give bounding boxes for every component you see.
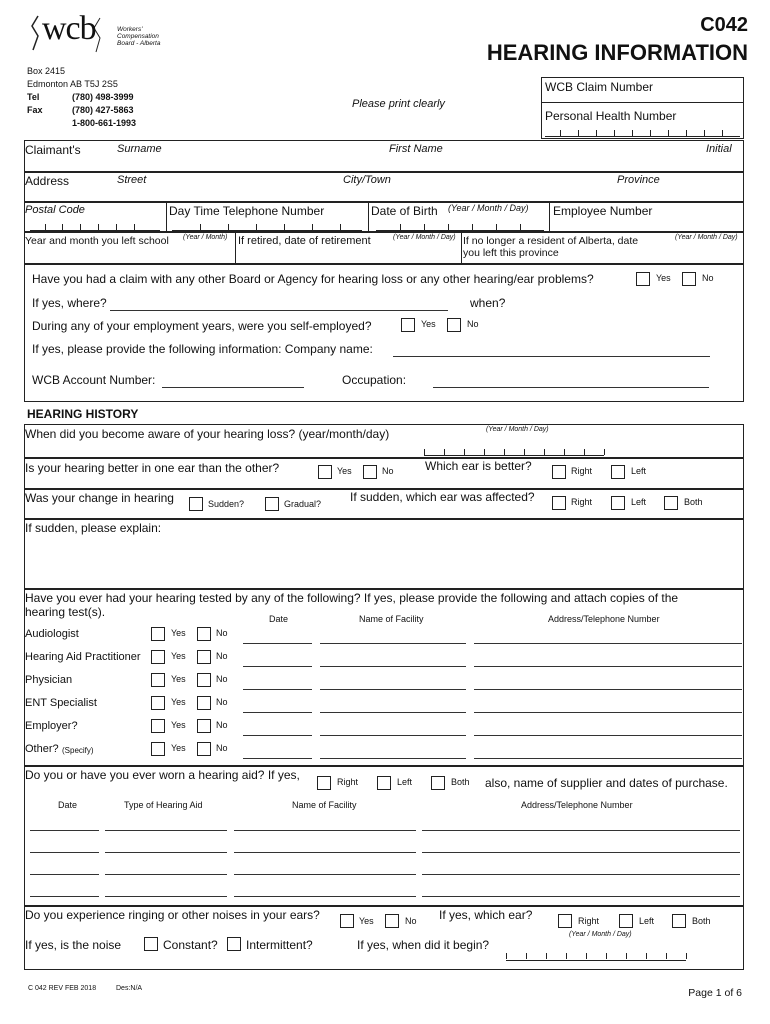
tester-no-label: No <box>216 628 228 638</box>
aid-both-checkbox[interactable] <box>431 776 445 790</box>
aid-date-field[interactable] <box>30 874 99 875</box>
other-claim-no-checkbox[interactable] <box>682 272 696 286</box>
tester-date-field[interactable] <box>243 758 312 759</box>
tester-facility-field[interactable] <box>320 666 466 667</box>
form-title: HEARING INFORMATION <box>486 40 748 65</box>
fax-number: (780) 427-5863 <box>72 105 134 115</box>
self-employed-yes-label: Yes <box>421 319 436 329</box>
form-revision: C 042 REV FEB 2018 <box>28 985 97 992</box>
address-field[interactable] <box>24 172 744 202</box>
tested-col-address: Address/Telephone Number <box>548 614 660 624</box>
ringing-no-label: No <box>405 916 417 926</box>
better-left-checkbox[interactable] <box>611 465 625 479</box>
affected-both-checkbox[interactable] <box>664 496 678 510</box>
tester-date-field[interactable] <box>243 735 312 736</box>
self-employed-yes-checkbox[interactable] <box>401 318 415 332</box>
occupation-field[interactable] <box>433 387 709 388</box>
employee-number-label: Employee Number <box>553 204 653 218</box>
aid-date-field[interactable] <box>30 830 99 831</box>
affected-left-label: Left <box>631 497 647 507</box>
aid-address-field[interactable] <box>422 874 740 875</box>
left-province-label-1: If no longer a resident of Alberta, date <box>463 235 639 247</box>
left-school-format: (Year / Month) <box>183 234 228 241</box>
tester-label: Audiologist <box>25 628 79 640</box>
aid-type-field[interactable] <box>105 830 227 831</box>
print-note: Please print clearly <box>352 98 445 110</box>
company-info-label: If yes, please provide the following information: Company name: <box>32 342 373 356</box>
better-ear-no-checkbox[interactable] <box>363 465 377 479</box>
tester-date-field[interactable] <box>243 712 312 713</box>
tester-yes-checkbox[interactable] <box>151 627 165 641</box>
better-right-label: Right <box>571 466 593 476</box>
tester-yes-label: Yes <box>171 743 186 753</box>
surname-label: Surname <box>117 143 162 155</box>
self-employed-question: During any of your employment years, were you self-employed? <box>32 319 372 333</box>
tester-no-label: No <box>216 743 228 753</box>
gradual-label: Gradual? <box>284 499 322 509</box>
better-ear-question: Is your hearing better in one ear than the other? <box>25 461 280 475</box>
aid-type-field[interactable] <box>105 874 227 875</box>
tester-no-checkbox[interactable] <box>197 627 211 641</box>
form-designer: Des:N/A <box>116 985 143 992</box>
which-better-label: Which ear is better? <box>425 459 532 473</box>
change-question: Was your change in hearing <box>25 491 174 505</box>
tester-facility-field[interactable] <box>320 735 466 736</box>
sudden-checkbox[interactable] <box>189 497 203 511</box>
daytime-phone-label: Day Time Telephone Number <box>169 204 325 218</box>
aid-col-facility: Name of Facility <box>292 800 357 810</box>
tester-no-label: No <box>216 674 228 684</box>
address-label: Address <box>25 174 70 188</box>
fax-label: Fax <box>27 105 43 115</box>
logo-text: wcb <box>42 10 96 47</box>
aid-type-field[interactable] <box>105 852 227 853</box>
tester-yes-label: Yes <box>171 674 186 684</box>
wcb-account-label: WCB Account Number: <box>32 373 156 387</box>
tested-col-date: Date <box>269 614 289 624</box>
tester-yes-label: Yes <box>171 651 186 661</box>
better-ear-no-label: No <box>382 466 394 476</box>
other-claim-yes-checkbox[interactable] <box>636 272 650 286</box>
intermittent-checkbox[interactable] <box>227 937 241 951</box>
affected-left-checkbox[interactable] <box>611 496 625 510</box>
tollfree-number: 1-800-661-1993 <box>72 118 137 128</box>
address-line-2: Edmonton AB T5J 2S5 <box>27 79 118 89</box>
form-code: C042 <box>700 14 748 36</box>
wcb-account-field[interactable] <box>162 387 304 388</box>
tester-label: Physician <box>25 674 73 686</box>
ringing-question: Do you experience ringing or other noises in your ears? <box>25 908 320 922</box>
aid-facility-field[interactable] <box>234 874 416 875</box>
tester-yes-checkbox[interactable] <box>151 673 165 687</box>
postal-code-label: Postal Code <box>25 204 85 216</box>
better-ear-yes-label: Yes <box>337 466 352 476</box>
ringing-yes-checkbox[interactable] <box>340 914 354 928</box>
tester-no-checkbox[interactable] <box>197 719 211 733</box>
phn-label: Personal Health Number <box>545 109 677 123</box>
other-claim-no-label: No <box>702 273 714 283</box>
which-affected-label: If sudden, which ear was affected? <box>350 490 535 504</box>
self-employed-no-label: No <box>467 319 479 329</box>
tested-col-facility: Name of Facility <box>359 614 424 624</box>
aid-left-label: Left <box>397 777 413 787</box>
tester-yes-label: Yes <box>171 720 186 730</box>
aid-date-field[interactable] <box>30 852 99 853</box>
claimants-label: Claimant's <box>25 143 81 157</box>
tester-yes-checkbox[interactable] <box>151 742 165 756</box>
aid-type-field[interactable] <box>105 896 227 897</box>
aware-question: When did you become aware of your hearing loss? (year/month/day) <box>25 427 390 441</box>
left-school-label: Year and month you left school <box>25 235 169 247</box>
company-name-field[interactable] <box>393 356 710 357</box>
tester-no-label: No <box>216 697 228 707</box>
constant-checkbox[interactable] <box>144 937 158 951</box>
first-name-label: First Name <box>389 143 443 155</box>
tester-address-field[interactable] <box>474 712 742 713</box>
page-number: Page 1 of 6 <box>688 987 742 999</box>
other-claim-question: Have you had a claim with any other Board or Agency for hearing loss or any other hearing/ear problems? <box>32 272 594 286</box>
claim-number-label: WCB Claim Number <box>545 80 654 94</box>
occupation-label: Occupation: <box>342 373 407 387</box>
tel-label: Tel <box>27 92 40 102</box>
better-left-label: Left <box>631 466 647 476</box>
retired-format: (Year / Month / Day) <box>393 234 456 241</box>
other-claim-yes-label: Yes <box>656 273 671 283</box>
tester-facility-field[interactable] <box>320 689 466 690</box>
ringing-yes-label: Yes <box>359 916 374 926</box>
aid-address-field[interactable] <box>422 896 740 897</box>
aid-right-label: Right <box>337 777 359 787</box>
aid-date-field[interactable] <box>30 896 99 897</box>
better-ear-yes-checkbox[interactable] <box>318 465 332 479</box>
better-right-checkbox[interactable] <box>552 465 566 479</box>
aid-col-address: Address/Telephone Number <box>521 800 633 810</box>
tester-label: Employer? <box>25 720 78 732</box>
ringing-right-checkbox[interactable] <box>558 914 572 928</box>
left-province-format: (Year / Month / Day) <box>675 234 738 241</box>
tester-date-field[interactable] <box>243 666 312 667</box>
aid-left-checkbox[interactable] <box>377 776 391 790</box>
where-label: If yes, where? <box>32 296 107 310</box>
left-province-label-2: you left this province <box>463 247 559 259</box>
tester-address-field[interactable] <box>474 758 742 759</box>
city-label: City/Town <box>343 174 391 186</box>
aid-right-checkbox[interactable] <box>317 776 331 790</box>
specify-label: (Specify) <box>62 746 94 755</box>
ringing-both-label: Both <box>692 916 711 926</box>
tester-facility-field[interactable] <box>320 643 466 644</box>
affected-right-label: Right <box>571 497 593 507</box>
explain-label: If sudden, please explain: <box>25 521 162 535</box>
tester-no-checkbox[interactable] <box>197 696 211 710</box>
aid-both-label: Both <box>451 777 470 787</box>
initial-label: Initial <box>706 143 732 155</box>
aid-address-field[interactable] <box>422 830 740 831</box>
noise-is-label: If yes, is the noise <box>25 938 122 952</box>
aid-address-field[interactable] <box>422 852 740 853</box>
province-label: Province <box>617 174 660 186</box>
ringing-no-checkbox[interactable] <box>385 914 399 928</box>
tester-address-field[interactable] <box>474 735 742 736</box>
tel-number: (780) 498-3999 <box>72 92 134 102</box>
tester-label: Other? <box>25 743 59 755</box>
tester-yes-label: Yes <box>171 628 186 638</box>
aid-facility-field[interactable] <box>234 896 416 897</box>
tester-no-label: No <box>216 720 228 730</box>
aid-facility-field[interactable] <box>234 852 416 853</box>
ringing-both-checkbox[interactable] <box>672 914 686 928</box>
intermittent-label: Intermittent? <box>246 938 313 952</box>
name-field[interactable] <box>24 140 744 172</box>
self-employed-no-checkbox[interactable] <box>447 318 461 332</box>
ringing-left-checkbox[interactable] <box>619 914 633 928</box>
when-label: when? <box>470 296 506 310</box>
address-line-1: Box 2415 <box>27 66 66 76</box>
tester-no-checkbox[interactable] <box>197 742 211 756</box>
sudden-label: Sudden? <box>208 499 245 509</box>
hearing-history-title: HEARING HISTORY <box>27 407 139 421</box>
dob-format: (Year / Month / Day) <box>448 203 529 213</box>
tester-facility-field[interactable] <box>320 758 466 759</box>
tester-address-field[interactable] <box>474 689 742 690</box>
tester-no-label: No <box>216 651 228 661</box>
when-begin-format: (Year / Month / Day) <box>569 931 632 938</box>
logo-subtext: Workers' Compensation Board - Alberta <box>117 26 161 47</box>
which-ear-label: If yes, which ear? <box>439 908 533 922</box>
aware-format: (Year / Month / Day) <box>486 426 549 433</box>
tester-label: Hearing Aid Practitioner <box>25 651 141 663</box>
gradual-checkbox[interactable] <box>265 497 279 511</box>
tester-yes-checkbox[interactable] <box>151 719 165 733</box>
ringing-right-label: Right <box>578 916 600 926</box>
where-field[interactable] <box>110 310 448 311</box>
tester-yes-label: Yes <box>171 697 186 707</box>
when-begin-label: If yes, when did it begin? <box>357 938 490 952</box>
aid-col-date: Date <box>58 800 78 810</box>
tester-address-field[interactable] <box>474 643 742 644</box>
affected-right-checkbox[interactable] <box>552 496 566 510</box>
tester-no-checkbox[interactable] <box>197 650 211 664</box>
aid-facility-field[interactable] <box>234 830 416 831</box>
constant-label: Constant? <box>163 938 218 952</box>
tester-date-field[interactable] <box>243 689 312 690</box>
dob-label: Date of Birth <box>371 204 438 218</box>
tested-question-1: Have you ever had your hearing tested by any of the following? If yes, please provide the following and attach copies of the <box>25 591 679 605</box>
affected-both-label: Both <box>684 497 703 507</box>
ringing-left-label: Left <box>639 916 655 926</box>
tester-yes-checkbox[interactable] <box>151 696 165 710</box>
street-label: Street <box>117 174 147 186</box>
hearing-aid-question: Do you or have you ever worn a hearing aid? If yes, <box>25 768 300 782</box>
retired-label: If retired, date of retirement <box>238 235 371 247</box>
tester-date-field[interactable] <box>243 643 312 644</box>
tested-question-2: hearing test(s). <box>25 605 106 619</box>
aid-col-type: Type of Hearing Aid <box>124 800 203 810</box>
tester-yes-checkbox[interactable] <box>151 650 165 664</box>
tester-label: ENT Specialist <box>25 697 97 709</box>
aid-also-label: also, name of supplier and dates of purchase. <box>485 776 728 790</box>
tester-address-field[interactable] <box>474 666 742 667</box>
tester-facility-field[interactable] <box>320 712 466 713</box>
tester-no-checkbox[interactable] <box>197 673 211 687</box>
